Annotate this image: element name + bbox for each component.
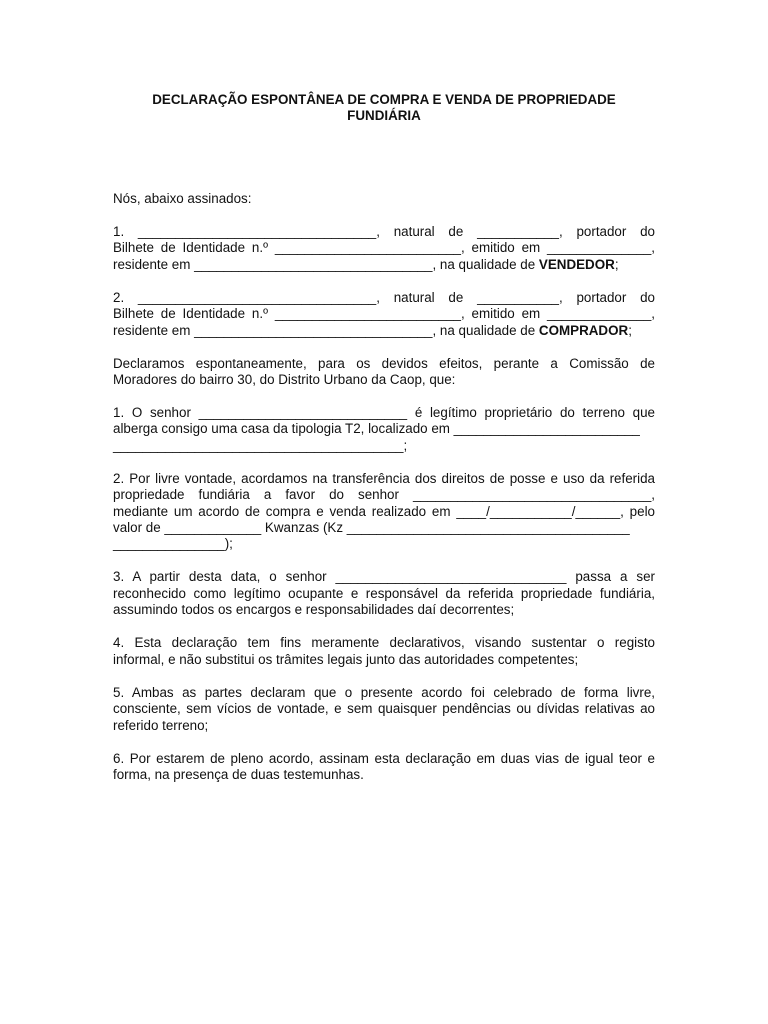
paragraph-line: _______________________________________; <box>113 437 408 453</box>
clause-6 <box>113 751 655 784</box>
line-text: residente em ________________________________, na qualidade de <box>113 322 539 338</box>
seller-role: VENDEDOR <box>538 256 615 272</box>
paragraph-line: 5. Ambas as partes declaram que o presente acordo foi celebrado de forma livre, <box>113 684 655 700</box>
buyer-paragraph <box>113 290 655 339</box>
paragraph-line: informal, e não substitui os trâmites legais junto das autoridades competentes; <box>113 651 579 667</box>
clause-3 <box>113 569 655 618</box>
paragraph-line: 2. Por livre vontade, acordamos na transferência dos direitos de posse e uso da referida <box>113 470 655 486</box>
title-line: FUNDIÁRIA <box>347 108 421 123</box>
paragraph-line: consciente, sem vícios de vontade, e sem quaisquer pendências ou dívidas relativas ao <box>113 701 655 717</box>
paragraph-line: reconhecido como legítimo ocupante e responsável da referida propriedade fundiária, <box>113 585 655 601</box>
paragraph-line: referido terreno; <box>113 717 209 733</box>
paragraph-line: Bilhete de Identidade n.º _________________________, emitido em ______________, <box>113 306 655 322</box>
title-line: DECLARAÇÃO ESPONTÂNEA DE COMPRA E VENDA DE PROPRIEDADE <box>152 92 616 107</box>
paragraph-line <box>113 257 655 273</box>
paragraph-line: propriedade fundiária a favor do senhor ________________________________, <box>113 487 655 503</box>
clause-1 <box>113 405 655 454</box>
clause-4 <box>113 635 655 668</box>
line-text: residente em ________________________________, na qualidade de <box>113 256 539 272</box>
paragraph-line: Bilhete de Identidade n.º _________________________, emitido em ______________, <box>113 240 655 256</box>
paragraph-line: 3. A partir desta data, o senhor _______________________________ passa a ser <box>113 569 655 585</box>
line-text: ; <box>614 256 619 272</box>
buyer-role: COMPRADOR <box>538 322 629 338</box>
paragraph-line: mediante um acordo de compra e venda realizado em ____/___________/______, pelo <box>113 503 655 519</box>
paragraph-line: _______________); <box>113 536 233 552</box>
paragraph-line: 1. ________________________________, natural de ___________, portador do <box>113 224 655 239</box>
line-text: ; <box>628 322 632 338</box>
clause-5 <box>113 685 655 734</box>
clause-2 <box>113 471 655 553</box>
paragraph-line: Declaramos espontaneamente, para os devidos efeitos, perante a Comissão de <box>113 355 655 371</box>
paragraph-line: 2. ________________________________, natural de ___________, portador do <box>113 289 655 305</box>
paragraph-line: valor de _____________ Kwanzas (Kz ______________________________________ <box>113 520 630 536</box>
seller-paragraph <box>113 224 655 273</box>
paragraph-line: 1. O senhor ____________________________ é legítimo proprietário do terreno que <box>113 405 655 421</box>
paragraph-line: 4. Esta declaração tem fins meramente declarativos, visando sustentar o registo <box>113 635 655 651</box>
intro-text: Nós, abaixo assinados: <box>113 191 252 206</box>
declaration-paragraph <box>113 356 655 389</box>
paragraph-line: Moradores do bairro 30, do Distrito Urbano da Caop, que: <box>113 372 456 388</box>
document-page <box>113 92 655 783</box>
document-title <box>113 92 655 124</box>
paragraph-line: 6. Por estarem de pleno acordo, assinam esta declaração em duas vias de igual teor e <box>113 750 655 766</box>
paragraph-line <box>113 323 655 339</box>
paragraph-line: forma, na presença de duas testemunhas. <box>113 766 364 782</box>
intro-paragraph <box>113 191 655 207</box>
paragraph-line: alberga consigo uma casa da tipologia T2, localizado em _________________________ <box>113 421 640 437</box>
paragraph-line: assumindo todos os encargos e responsabilidades daí decorrentes; <box>113 602 515 618</box>
